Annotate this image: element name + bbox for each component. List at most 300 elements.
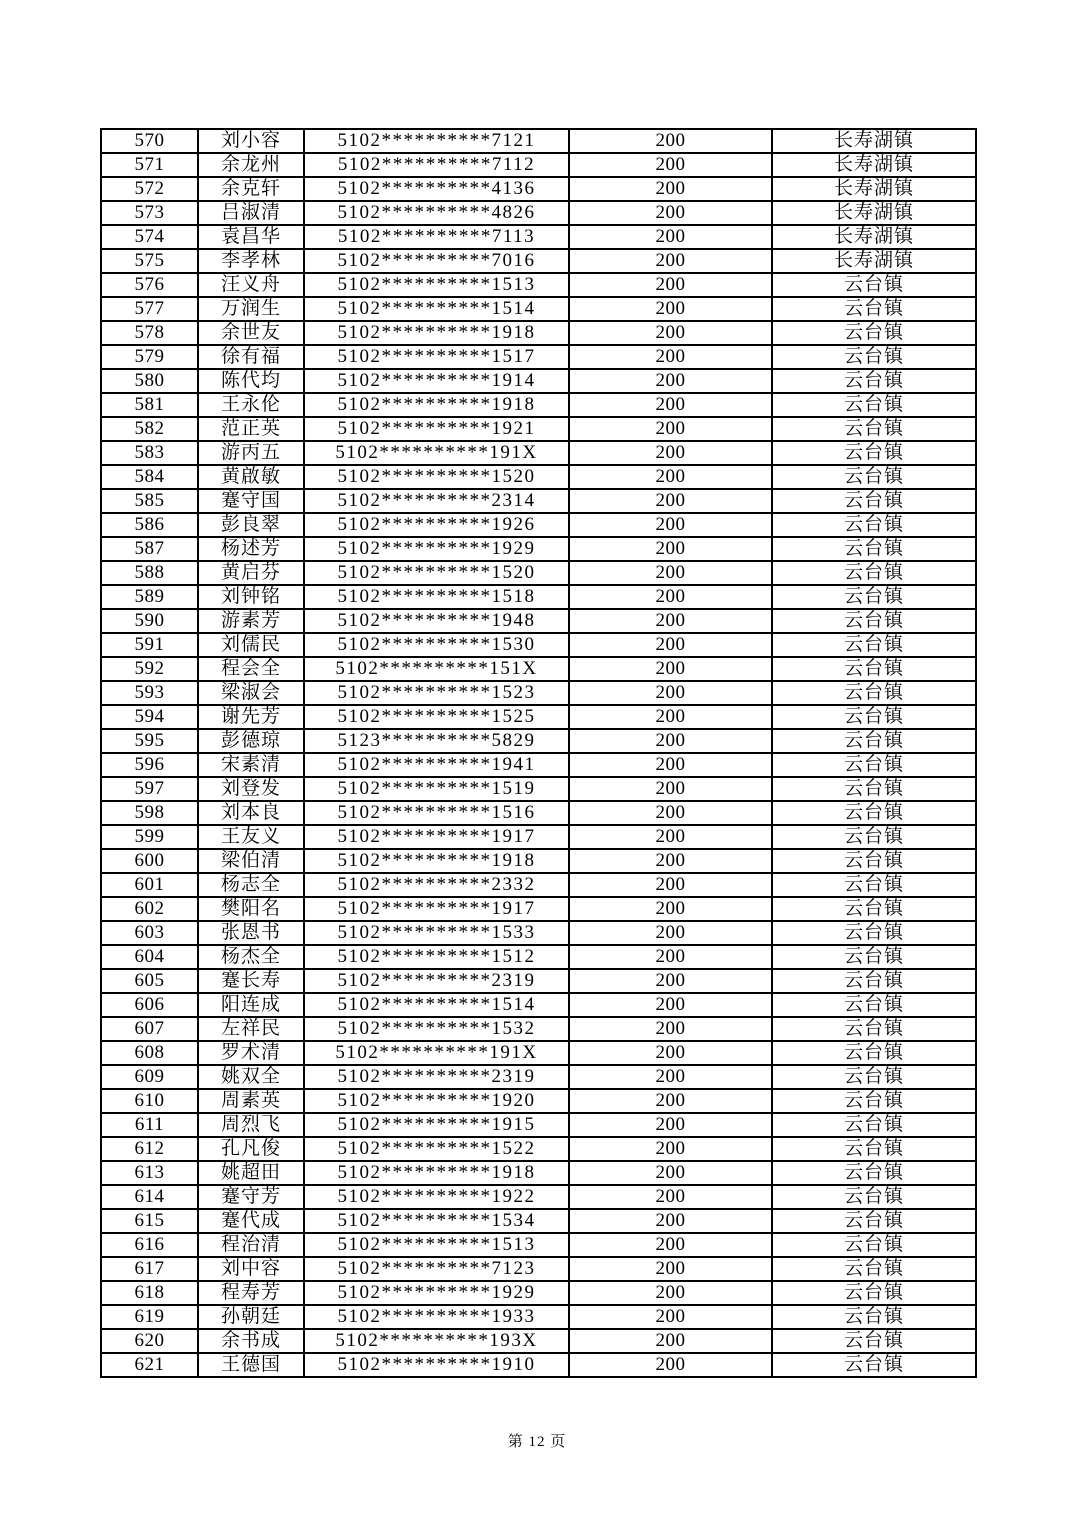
cell-amount: 200 <box>569 993 772 1017</box>
cell-amount: 200 <box>569 777 772 801</box>
cell-index: 575 <box>101 249 198 273</box>
cell-name: 谢先芳 <box>198 705 304 729</box>
cell-name: 刘儒民 <box>198 633 304 657</box>
cell-town: 云台镇 <box>772 1089 976 1113</box>
cell-index: 610 <box>101 1089 198 1113</box>
table-row <box>101 1161 976 1185</box>
cell-amount: 200 <box>569 177 772 201</box>
cell-amount: 200 <box>569 657 772 681</box>
cell-name: 余克轩 <box>198 177 304 201</box>
cell-amount: 200 <box>569 921 772 945</box>
cell-name: 梁淑会 <box>198 681 304 705</box>
table-row <box>101 1353 976 1377</box>
cell-id: 5102**********1918 <box>304 1161 569 1185</box>
cell-name: 刘登发 <box>198 777 304 801</box>
cell-id: 5102**********1518 <box>304 585 569 609</box>
cell-town: 长寿湖镇 <box>772 129 976 153</box>
cell-amount: 200 <box>569 153 772 177</box>
cell-id: 5102**********1948 <box>304 609 569 633</box>
cell-name: 蹇守芳 <box>198 1185 304 1209</box>
cell-index: 616 <box>101 1233 198 1257</box>
cell-town: 云台镇 <box>772 1137 976 1161</box>
cell-name: 阳连成 <box>198 993 304 1017</box>
table-row <box>101 801 976 825</box>
cell-index: 602 <box>101 897 198 921</box>
cell-town: 云台镇 <box>772 441 976 465</box>
cell-town: 云台镇 <box>772 1161 976 1185</box>
cell-index: 611 <box>101 1113 198 1137</box>
cell-town: 云台镇 <box>772 1017 976 1041</box>
cell-id: 5102**********7123 <box>304 1257 569 1281</box>
cell-town: 云台镇 <box>772 993 976 1017</box>
cell-amount: 200 <box>569 1281 772 1305</box>
cell-town: 云台镇 <box>772 873 976 897</box>
cell-amount: 200 <box>569 201 772 225</box>
cell-name: 黄启芬 <box>198 561 304 585</box>
cell-town: 云台镇 <box>772 1113 976 1137</box>
cell-town: 云台镇 <box>772 801 976 825</box>
cell-id: 5102**********1929 <box>304 537 569 561</box>
cell-name: 刘本良 <box>198 801 304 825</box>
cell-name: 梁伯清 <box>198 849 304 873</box>
table-row <box>101 1113 976 1137</box>
cell-index: 614 <box>101 1185 198 1209</box>
cell-amount: 200 <box>569 1161 772 1185</box>
cell-id: 5102**********1512 <box>304 945 569 969</box>
cell-id: 5102**********1917 <box>304 897 569 921</box>
cell-id: 5102**********1933 <box>304 1305 569 1329</box>
cell-name: 汪义舟 <box>198 273 304 297</box>
cell-id: 5102**********1519 <box>304 777 569 801</box>
table-row <box>101 921 976 945</box>
cell-town: 云台镇 <box>772 897 976 921</box>
cell-index: 586 <box>101 513 198 537</box>
cell-index: 621 <box>101 1353 198 1377</box>
table-row <box>101 1257 976 1281</box>
table-row <box>101 753 976 777</box>
cell-id: 5102**********1533 <box>304 921 569 945</box>
page-footer: 第 12 页 <box>507 1434 567 1450</box>
cell-amount: 200 <box>569 297 772 321</box>
cell-town: 云台镇 <box>772 273 976 297</box>
cell-amount: 200 <box>569 417 772 441</box>
cell-index: 609 <box>101 1065 198 1089</box>
table-row <box>101 537 976 561</box>
cell-name: 杨杰全 <box>198 945 304 969</box>
cell-name: 陈代均 <box>198 369 304 393</box>
cell-amount: 200 <box>569 873 772 897</box>
table-row <box>101 633 976 657</box>
cell-name: 彭德琼 <box>198 729 304 753</box>
cell-index: 607 <box>101 1017 198 1041</box>
cell-id: 5102**********1520 <box>304 561 569 585</box>
cell-index: 589 <box>101 585 198 609</box>
cell-name: 黄啟敏 <box>198 465 304 489</box>
cell-amount: 200 <box>569 945 772 969</box>
cell-id: 5102**********1525 <box>304 705 569 729</box>
cell-id: 5102**********1918 <box>304 393 569 417</box>
cell-id: 5102**********1516 <box>304 801 569 825</box>
cell-id: 5102**********4826 <box>304 201 569 225</box>
cell-town: 云台镇 <box>772 585 976 609</box>
cell-id: 5102**********7112 <box>304 153 569 177</box>
cell-town: 长寿湖镇 <box>772 249 976 273</box>
cell-amount: 200 <box>569 729 772 753</box>
cell-amount: 200 <box>569 1329 772 1353</box>
cell-town: 云台镇 <box>772 297 976 321</box>
cell-id: 5123**********5829 <box>304 729 569 753</box>
cell-amount: 200 <box>569 273 772 297</box>
table-row <box>101 369 976 393</box>
cell-name: 蹇代成 <box>198 1209 304 1233</box>
table-row <box>101 153 976 177</box>
table-row <box>101 1329 976 1353</box>
table-row <box>101 417 976 441</box>
cell-index: 579 <box>101 345 198 369</box>
cell-amount: 200 <box>569 897 772 921</box>
table-row <box>101 777 976 801</box>
cell-index: 606 <box>101 993 198 1017</box>
cell-name: 吕淑清 <box>198 201 304 225</box>
cell-id: 5102**********193X <box>304 1329 569 1353</box>
cell-town: 云台镇 <box>772 1041 976 1065</box>
cell-index: 597 <box>101 777 198 801</box>
cell-amount: 200 <box>569 1113 772 1137</box>
cell-town: 云台镇 <box>772 369 976 393</box>
cell-id: 5102**********1918 <box>304 321 569 345</box>
cell-town: 云台镇 <box>772 489 976 513</box>
cell-name: 周烈飞 <box>198 1113 304 1137</box>
table-row <box>101 1281 976 1305</box>
cell-index: 570 <box>101 129 198 153</box>
cell-id: 5102**********7121 <box>304 129 569 153</box>
cell-id: 5102**********1915 <box>304 1113 569 1137</box>
cell-amount: 200 <box>569 321 772 345</box>
cell-town: 云台镇 <box>772 1281 976 1305</box>
table-row <box>101 441 976 465</box>
table-row <box>101 1089 976 1113</box>
cell-town: 长寿湖镇 <box>772 201 976 225</box>
table-row <box>101 609 976 633</box>
table-row <box>101 129 976 153</box>
cell-index: 593 <box>101 681 198 705</box>
table-row <box>101 1041 976 1065</box>
cell-index: 599 <box>101 825 198 849</box>
cell-index: 592 <box>101 657 198 681</box>
cell-id: 5102**********7016 <box>304 249 569 273</box>
cell-town: 长寿湖镇 <box>772 153 976 177</box>
cell-name: 孙朝廷 <box>198 1305 304 1329</box>
cell-amount: 200 <box>569 1041 772 1065</box>
table-row <box>101 969 976 993</box>
cell-amount: 200 <box>569 465 772 489</box>
cell-id: 5102**********2319 <box>304 969 569 993</box>
cell-index: 600 <box>101 849 198 873</box>
cell-id: 5102**********1921 <box>304 417 569 441</box>
cell-id: 5102**********1514 <box>304 297 569 321</box>
cell-name: 万润生 <box>198 297 304 321</box>
table-row <box>101 1065 976 1089</box>
table-row <box>101 873 976 897</box>
cell-index: 596 <box>101 753 198 777</box>
cell-id: 5102**********1929 <box>304 1281 569 1305</box>
cell-name: 程治清 <box>198 1233 304 1257</box>
cell-amount: 200 <box>569 1257 772 1281</box>
cell-town: 云台镇 <box>772 969 976 993</box>
cell-id: 5102**********7113 <box>304 225 569 249</box>
cell-amount: 200 <box>569 1209 772 1233</box>
cell-id: 5102**********1914 <box>304 369 569 393</box>
cell-amount: 200 <box>569 633 772 657</box>
cell-amount: 200 <box>569 1089 772 1113</box>
cell-id: 5102**********1534 <box>304 1209 569 1233</box>
cell-id: 5102**********151X <box>304 657 569 681</box>
table-row <box>101 297 976 321</box>
cell-town: 云台镇 <box>772 609 976 633</box>
cell-index: 603 <box>101 921 198 945</box>
cell-amount: 200 <box>569 249 772 273</box>
cell-id: 5102**********2314 <box>304 489 569 513</box>
table-row <box>101 465 976 489</box>
cell-amount: 200 <box>569 609 772 633</box>
cell-id: 5102**********1513 <box>304 273 569 297</box>
table-row <box>101 993 976 1017</box>
cell-index: 585 <box>101 489 198 513</box>
cell-id: 5102**********1917 <box>304 825 569 849</box>
cell-index: 598 <box>101 801 198 825</box>
cell-town: 云台镇 <box>772 1329 976 1353</box>
cell-amount: 200 <box>569 369 772 393</box>
cell-town: 云台镇 <box>772 1257 976 1281</box>
cell-name: 余书成 <box>198 1329 304 1353</box>
table-row <box>101 489 976 513</box>
cell-index: 574 <box>101 225 198 249</box>
cell-name: 游素芳 <box>198 609 304 633</box>
table-body <box>101 129 976 1377</box>
cell-index: 576 <box>101 273 198 297</box>
cell-id: 5102**********1522 <box>304 1137 569 1161</box>
cell-id: 5102**********1530 <box>304 633 569 657</box>
cell-town: 云台镇 <box>772 345 976 369</box>
cell-town: 云台镇 <box>772 657 976 681</box>
cell-index: 583 <box>101 441 198 465</box>
cell-name: 樊阳名 <box>198 897 304 921</box>
cell-name: 王友义 <box>198 825 304 849</box>
cell-index: 620 <box>101 1329 198 1353</box>
cell-name: 程会全 <box>198 657 304 681</box>
table-row <box>101 705 976 729</box>
cell-name: 宋素清 <box>198 753 304 777</box>
cell-town: 云台镇 <box>772 1305 976 1329</box>
table-row <box>101 1305 976 1329</box>
cell-amount: 200 <box>569 489 772 513</box>
cell-index: 591 <box>101 633 198 657</box>
cell-name: 彭良翠 <box>198 513 304 537</box>
cell-id: 5102**********1532 <box>304 1017 569 1041</box>
cell-name: 程寿芳 <box>198 1281 304 1305</box>
cell-name: 王德国 <box>198 1353 304 1377</box>
table-row <box>101 945 976 969</box>
cell-name: 杨述芳 <box>198 537 304 561</box>
cell-id: 5102**********1922 <box>304 1185 569 1209</box>
cell-amount: 200 <box>569 1353 772 1377</box>
cell-amount: 200 <box>569 441 772 465</box>
cell-name: 李孝林 <box>198 249 304 273</box>
cell-id: 5102**********4136 <box>304 177 569 201</box>
table-row <box>101 249 976 273</box>
table-row <box>101 897 976 921</box>
table-row <box>101 321 976 345</box>
table-row <box>101 1017 976 1041</box>
cell-town: 云台镇 <box>772 417 976 441</box>
cell-amount: 200 <box>569 969 772 993</box>
table-row <box>101 1185 976 1209</box>
cell-town: 云台镇 <box>772 1209 976 1233</box>
table-row <box>101 513 976 537</box>
table-row <box>101 177 976 201</box>
cell-amount: 200 <box>569 1305 772 1329</box>
cell-name: 杨志全 <box>198 873 304 897</box>
cell-amount: 200 <box>569 513 772 537</box>
cell-id: 5102**********1918 <box>304 849 569 873</box>
cell-index: 613 <box>101 1161 198 1185</box>
cell-town: 云台镇 <box>772 1185 976 1209</box>
cell-town: 云台镇 <box>772 921 976 945</box>
cell-id: 5102**********191X <box>304 441 569 465</box>
cell-town: 云台镇 <box>772 1353 976 1377</box>
cell-name: 蹇长寿 <box>198 969 304 993</box>
cell-name: 游丙五 <box>198 441 304 465</box>
cell-name: 周素英 <box>198 1089 304 1113</box>
cell-amount: 200 <box>569 585 772 609</box>
cell-town: 云台镇 <box>772 513 976 537</box>
cell-id: 5102**********1926 <box>304 513 569 537</box>
cell-amount: 200 <box>569 129 772 153</box>
cell-town: 云台镇 <box>772 561 976 585</box>
cell-name: 王永伦 <box>198 393 304 417</box>
cell-town: 云台镇 <box>772 393 976 417</box>
table-row <box>101 225 976 249</box>
cell-id: 5102**********1513 <box>304 1233 569 1257</box>
cell-index: 582 <box>101 417 198 441</box>
cell-amount: 200 <box>569 561 772 585</box>
cell-name: 袁昌华 <box>198 225 304 249</box>
cell-index: 604 <box>101 945 198 969</box>
cell-id: 5102**********1523 <box>304 681 569 705</box>
cell-index: 594 <box>101 705 198 729</box>
cell-index: 572 <box>101 177 198 201</box>
cell-index: 601 <box>101 873 198 897</box>
cell-id: 5102**********1920 <box>304 1089 569 1113</box>
table-row <box>101 1209 976 1233</box>
table-row <box>101 729 976 753</box>
cell-id: 5102**********191X <box>304 1041 569 1065</box>
cell-index: 608 <box>101 1041 198 1065</box>
cell-town: 云台镇 <box>772 705 976 729</box>
cell-name: 余世友 <box>198 321 304 345</box>
cell-amount: 200 <box>569 393 772 417</box>
cell-name: 左祥民 <box>198 1017 304 1041</box>
cell-index: 615 <box>101 1209 198 1233</box>
cell-amount: 200 <box>569 1233 772 1257</box>
cell-town: 云台镇 <box>772 633 976 657</box>
table-row <box>101 393 976 417</box>
cell-town: 云台镇 <box>772 1233 976 1257</box>
table-row <box>101 201 976 225</box>
cell-town: 云台镇 <box>772 777 976 801</box>
cell-town: 云台镇 <box>772 681 976 705</box>
cell-amount: 200 <box>569 1185 772 1209</box>
cell-name: 刘钟铭 <box>198 585 304 609</box>
cell-amount: 200 <box>569 849 772 873</box>
cell-index: 595 <box>101 729 198 753</box>
table-row <box>101 585 976 609</box>
cell-amount: 200 <box>569 1017 772 1041</box>
cell-index: 587 <box>101 537 198 561</box>
cell-index: 581 <box>101 393 198 417</box>
table-row <box>101 1137 976 1161</box>
table-row <box>101 849 976 873</box>
cell-amount: 200 <box>569 225 772 249</box>
cell-index: 619 <box>101 1305 198 1329</box>
cell-id: 5102**********1517 <box>304 345 569 369</box>
cell-name: 姚双全 <box>198 1065 304 1089</box>
cell-town: 云台镇 <box>772 729 976 753</box>
cell-name: 余龙州 <box>198 153 304 177</box>
table-row <box>101 273 976 297</box>
cell-name: 张恩书 <box>198 921 304 945</box>
cell-id: 5102**********1910 <box>304 1353 569 1377</box>
table-row <box>101 825 976 849</box>
cell-name: 姚超田 <box>198 1161 304 1185</box>
cell-name: 孔凡俊 <box>198 1137 304 1161</box>
table-row <box>101 657 976 681</box>
cell-name: 蹇守国 <box>198 489 304 513</box>
cell-id: 5102**********1941 <box>304 753 569 777</box>
cell-town: 云台镇 <box>772 849 976 873</box>
cell-town: 云台镇 <box>772 753 976 777</box>
cell-amount: 200 <box>569 801 772 825</box>
cell-amount: 200 <box>569 345 772 369</box>
cell-town: 云台镇 <box>772 465 976 489</box>
cell-amount: 200 <box>569 681 772 705</box>
payment-roster-table <box>100 128 977 1378</box>
cell-name: 刘中容 <box>198 1257 304 1281</box>
cell-index: 571 <box>101 153 198 177</box>
cell-index: 577 <box>101 297 198 321</box>
cell-index: 612 <box>101 1137 198 1161</box>
cell-amount: 200 <box>569 705 772 729</box>
cell-index: 617 <box>101 1257 198 1281</box>
cell-id: 5102**********2319 <box>304 1065 569 1089</box>
cell-index: 573 <box>101 201 198 225</box>
table-row <box>101 681 976 705</box>
cell-amount: 200 <box>569 1065 772 1089</box>
cell-index: 588 <box>101 561 198 585</box>
cell-amount: 200 <box>569 753 772 777</box>
cell-index: 605 <box>101 969 198 993</box>
cell-town: 云台镇 <box>772 537 976 561</box>
cell-town: 长寿湖镇 <box>772 177 976 201</box>
cell-amount: 200 <box>569 1137 772 1161</box>
cell-name: 徐有福 <box>198 345 304 369</box>
cell-name: 范正英 <box>198 417 304 441</box>
cell-amount: 200 <box>569 825 772 849</box>
cell-index: 590 <box>101 609 198 633</box>
cell-town: 云台镇 <box>772 1065 976 1089</box>
cell-index: 580 <box>101 369 198 393</box>
cell-town: 云台镇 <box>772 321 976 345</box>
